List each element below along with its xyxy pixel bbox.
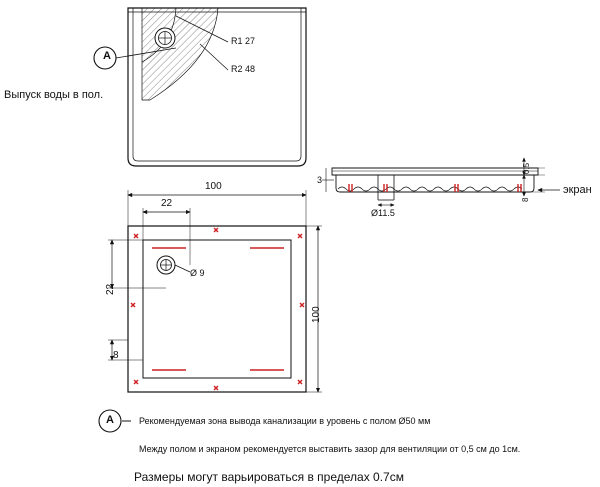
plan-height-dim: 100 [311,306,322,323]
tolerance-note: Размеры могут варьироваться в пределах 0.7см [134,470,404,484]
section-top-dim: 0,5 [522,162,531,174]
plan-offset-top-dim: 22 [161,198,173,209]
top-view-group [94,8,306,166]
note-marker-group [99,410,131,432]
outlet-label: Выпуск воды в пол. [4,89,104,101]
plan-offset-left-dim: 22 [105,283,116,295]
screen-label: экран [563,184,592,196]
plan-edge-dim: 8 [113,350,119,361]
note-ventilation-gap: Между полом и экраном рекомендуется выставить зазор для вентиляции от 0,5 см до 1см. [139,444,521,454]
marker-a-note-label: A [106,414,114,426]
dim-r1-label: R1 27 [231,36,256,46]
section-drain-dim: Ø11.5 [371,208,395,218]
plan-view-group [108,190,322,392]
dim-r2-label: R2 48 [231,64,256,74]
plan-width-dim: 100 [205,181,222,192]
section-right-dim: 8 [521,197,530,202]
section-left-dim: 3 [317,175,323,185]
note-drain-zone: Рекомендуемая зона вывода канализации в уровень с полом Ø50 мм [139,416,431,426]
marker-a-top-label: A [103,50,111,62]
plan-hole-dim: Ø 9 [190,268,205,278]
